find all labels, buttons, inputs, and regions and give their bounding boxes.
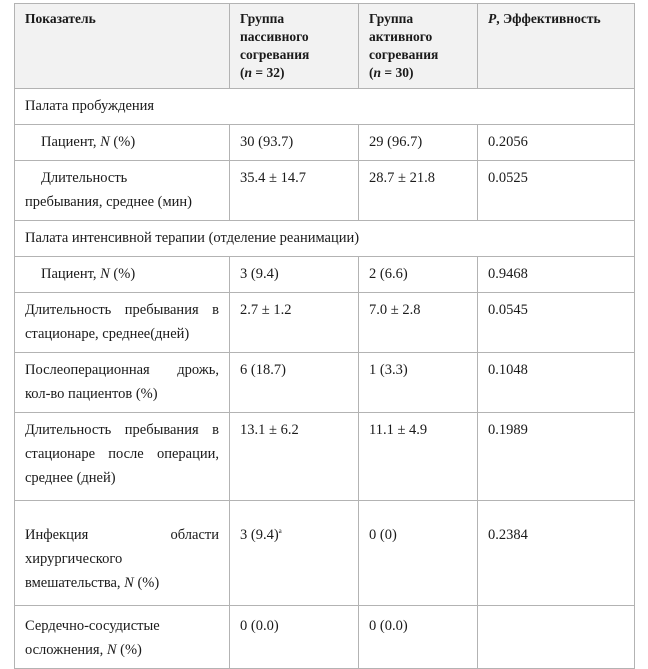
cell-p: 0.9468 bbox=[478, 257, 635, 293]
table-row bbox=[15, 606, 635, 669]
results-table bbox=[14, 3, 635, 669]
row-label: Инфекция области хирургического вмешательства, N (%) bbox=[15, 501, 230, 606]
header-passive-n: (n = 32) bbox=[240, 65, 285, 80]
header-p-value: P, Эффективность bbox=[478, 4, 635, 89]
section-row-wake bbox=[15, 89, 635, 125]
cell-p: 0.1048 bbox=[478, 353, 635, 413]
header-active-group: Группа активного согревания (n = 30) bbox=[359, 4, 478, 89]
cell-p: 0.0545 bbox=[478, 293, 635, 353]
cell-passive: 3 (9.4) bbox=[230, 257, 359, 293]
cell-p bbox=[478, 606, 635, 669]
row-label: Длительность пребывания, среднее (мин) bbox=[15, 161, 230, 221]
row-label: Послеоперационная дрожь, кол-во пациентов (%) bbox=[15, 353, 230, 413]
cell-active: 0 (0.0) bbox=[359, 606, 478, 669]
cell-passive: 35.4 ± 14.7 bbox=[230, 161, 359, 221]
header-passive-group: Группа пассивного согревания (n = 32) bbox=[230, 4, 359, 89]
cell-passive: 0 (0.0) bbox=[230, 606, 359, 669]
cell-passive: 6 (18.7) bbox=[230, 353, 359, 413]
table-row bbox=[15, 413, 635, 501]
row-label: Пациент, N (%) bbox=[15, 125, 230, 161]
table-row bbox=[15, 293, 635, 353]
table-row bbox=[15, 125, 635, 161]
row-label: Длительность пребывания в стационаре, среднее(дней) bbox=[15, 293, 230, 353]
cell-passive: 30 (93.7) bbox=[230, 125, 359, 161]
section-title-icu: Палата интенсивной терапии (отделение реанимации) bbox=[15, 221, 635, 257]
table-row bbox=[15, 257, 635, 293]
table-header-row bbox=[15, 4, 635, 89]
cell-passive: 3 (9.4)$^a$ bbox=[230, 501, 359, 606]
section-title-wake: Палата пробуждения bbox=[15, 89, 635, 125]
cell-p: 0.1989 bbox=[478, 413, 635, 501]
header-active-n: (n = 30) bbox=[369, 65, 414, 80]
cell-passive: 13.1 ± 6.2 bbox=[230, 413, 359, 501]
cell-p: 0.2056 bbox=[478, 125, 635, 161]
cell-active: 0 (0) bbox=[359, 501, 478, 606]
section-row-icu bbox=[15, 221, 635, 257]
row-label: Сердечно-сосудистые осложнения, N (%) bbox=[15, 606, 230, 669]
cell-active: 7.0 ± 2.8 bbox=[359, 293, 478, 353]
cell-active: 11.1 ± 4.9 bbox=[359, 413, 478, 501]
cell-passive: 2.7 ± 1.2 bbox=[230, 293, 359, 353]
row-label: Длительность пребывания в стационаре после операции, среднее (дней) bbox=[15, 413, 230, 501]
table-row bbox=[15, 353, 635, 413]
cell-p: 0.0525 bbox=[478, 161, 635, 221]
row-label: Пациент, N (%) bbox=[15, 257, 230, 293]
cell-active: 2 (6.6) bbox=[359, 257, 478, 293]
header-indicator: Показатель bbox=[15, 4, 230, 89]
cell-active: 1 (3.3) bbox=[359, 353, 478, 413]
footnote-marker: a bbox=[278, 527, 282, 536]
table-row bbox=[15, 161, 635, 221]
cell-p: 0.2384 bbox=[478, 501, 635, 606]
table-row bbox=[15, 501, 635, 606]
cell-active: 29 (96.7) bbox=[359, 125, 478, 161]
cell-active: 28.7 ± 21.8 bbox=[359, 161, 478, 221]
